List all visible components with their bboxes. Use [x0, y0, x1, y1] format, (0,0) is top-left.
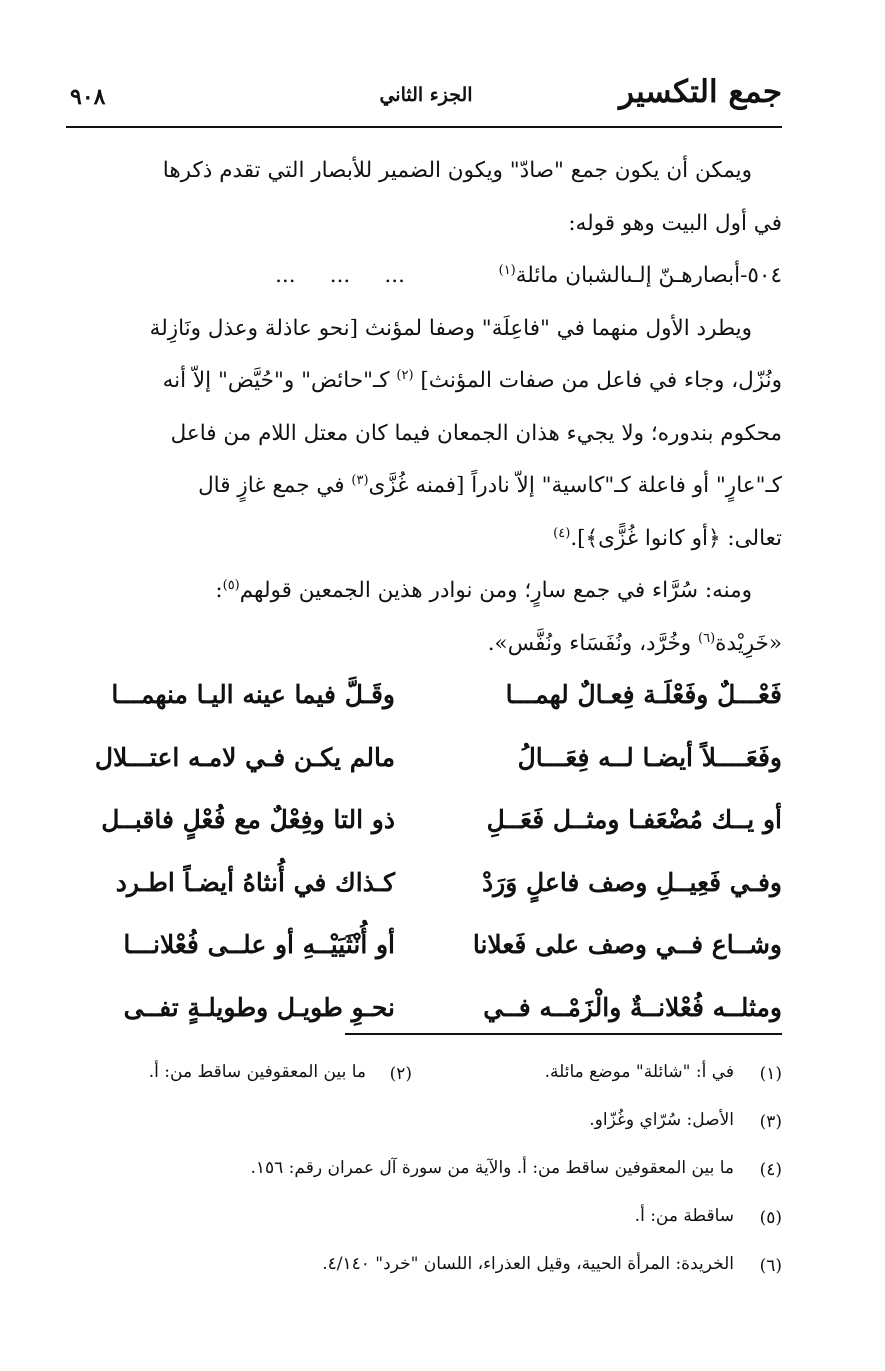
- footnote-text: في أ: "شائلة" موضع مائلة.: [544, 1062, 734, 1082]
- footnote-ref: (٥): [222, 577, 240, 593]
- paragraph-line: [70, 198, 782, 251]
- text-span: ومنه: سُرَّاء في جمع سارٍ؛ ومن نوادر هذين الجمعين قولهم: [239, 578, 752, 603]
- chapter-title: جمع التكسير: [618, 74, 782, 110]
- paragraph-line: [70, 460, 782, 513]
- text-span: كـ"حائض" و"حُيَّض" إلاّ أنه: [162, 368, 390, 393]
- footnote-row: [70, 1244, 782, 1292]
- quran-quote: تعالى: ﴿أو كانوا غُزًّى﴾].: [570, 525, 782, 551]
- footnote-text: الأصل: سُرّاي وغُزّاو.: [589, 1110, 734, 1130]
- footnote-number: (٥): [759, 1208, 782, 1228]
- text-span: ويمكن أن يكون جمع "صادّ" ويكون الضمير للأبصار التي تقدم ذكرها: [162, 158, 752, 183]
- text-span: في أول البيت وهو قوله:: [568, 210, 782, 236]
- footnote-number: (٢): [389, 1064, 412, 1084]
- paragraph-line: [70, 355, 782, 408]
- verse-row: [70, 920, 782, 983]
- footnote-ref: (١): [498, 262, 516, 278]
- footnote-text: ما بين المعقوفين ساقط من: أ.: [148, 1062, 366, 1082]
- main-text: [70, 145, 782, 670]
- footnote-number: (١): [759, 1064, 782, 1084]
- hemistich-first: وشــاع فــي وصف على فَعلانا: [472, 930, 782, 959]
- footnote-number: (٦): [759, 1256, 782, 1276]
- verse-row: [70, 795, 782, 858]
- footnote-row: [70, 1100, 782, 1148]
- hemistich-second: كـذاك في أُنثاهُ أيضـاً اطـرد: [115, 867, 395, 897]
- text-span: ويطرد الأول منهما في "فاعِلَة" وصفا لمؤنث [نحو عاذلة وعذل ونَازِلة: [149, 315, 752, 341]
- text-span: محكوم بندوره؛ ولا يجيء هذان الجمعان فيما كان معتل اللام من فاعل: [170, 420, 782, 446]
- verse-row: [70, 983, 782, 1046]
- verse-text: ٥٠٤-أبصارهـنّ إلـىالشبان مائلة: [515, 263, 782, 288]
- verse-citation-504: [70, 250, 782, 303]
- text-span: في جمع غازٍ قال: [198, 473, 345, 498]
- hemistich-first: ومثلــه فُعْلانــةٌ والْزَمْــه فــي: [483, 992, 782, 1022]
- footnote-number: (٣): [759, 1112, 782, 1132]
- footnote-row: [70, 1196, 782, 1244]
- footnotes: [70, 1052, 782, 1292]
- header-divider: [66, 126, 782, 128]
- footnote-row: [70, 1052, 782, 1100]
- hemistich-first: فَعْـــلٌ وفَعْلَـة فِعـالٌ لهمـــا: [505, 680, 782, 709]
- hemistich-first: وفـي فَعِيــلِ وصف فاعلٍ وَرَدْ: [481, 867, 782, 897]
- footnote-ref: (٤): [553, 525, 571, 541]
- text-span: ونُزّل، وجاء في فاعل من صفات المؤنث]: [420, 368, 782, 393]
- part-label: الجزء الثاني: [379, 84, 473, 106]
- hemistich-second: مالم يكـن فـي لامـه اعتـــلال: [94, 742, 395, 772]
- footnote-row: [70, 1148, 782, 1196]
- text-span: «خَرِيْدة: [715, 630, 782, 656]
- verse-row: [70, 670, 782, 733]
- hemistich-second: وقَـلَّ فيما عينه اليـا منهمـــا: [111, 680, 395, 709]
- paragraph-line: [70, 618, 782, 671]
- verse-row: [70, 858, 782, 921]
- footnote-text: الخريدة: المرأة الحيية، وقيل العذراء، اللسان "خرد" ٤/١٤٠.: [322, 1254, 734, 1274]
- footnote-ref: (٢): [396, 367, 414, 383]
- hemistich-second: أو أُنْثَيَيْــهِ أو علــى فُعْلانـــا: [123, 930, 395, 959]
- text-span: كـ"عارٍ" أو فاعلة كـ"كاسية" إلاّ نادراً [فمنه غُزَّى: [368, 473, 782, 498]
- paragraph-line: [70, 408, 782, 461]
- paragraph-line: [70, 513, 782, 566]
- footnote-ref: (٦): [698, 630, 716, 646]
- footnote-text: ما بين المعقوفين ساقط من: أ. والآية من سورة آل عمران رقم: ١٥٦.: [250, 1158, 734, 1178]
- page-header: [66, 70, 782, 122]
- hemistich-first: أو يــك مُضْعَفـا ومثــل فَعَــلِ: [486, 805, 782, 834]
- footnote-number: (٤): [759, 1160, 782, 1180]
- poem-verses: [70, 670, 782, 1045]
- paragraph-line: [70, 145, 782, 198]
- footnote-text: ساقطة من: أ.: [634, 1206, 734, 1226]
- paragraph-line: [70, 303, 782, 356]
- hemistich-second: ذو التا وفِعْلٌ مع فُعْلٍ فاقبــل: [101, 805, 395, 834]
- verse-row: [70, 733, 782, 796]
- footnote-ref: (٣): [351, 472, 369, 488]
- page-number: ٩٠٨: [70, 84, 106, 110]
- hemistich-first: وفَعَــــلاً أيضـا لــه فِعَـــالُ: [517, 742, 782, 772]
- ellipsis: ... ... ...: [275, 263, 405, 288]
- paragraph-line: [70, 565, 782, 618]
- footnote-divider: [345, 1033, 782, 1035]
- hemistich-second: نحـوِ طويـل وطويلـةٍ تفــى: [123, 992, 395, 1022]
- text-span: وخُرَّد، ونُفَسَاء ونُفَّس».: [487, 630, 692, 656]
- text-span: :: [215, 578, 223, 603]
